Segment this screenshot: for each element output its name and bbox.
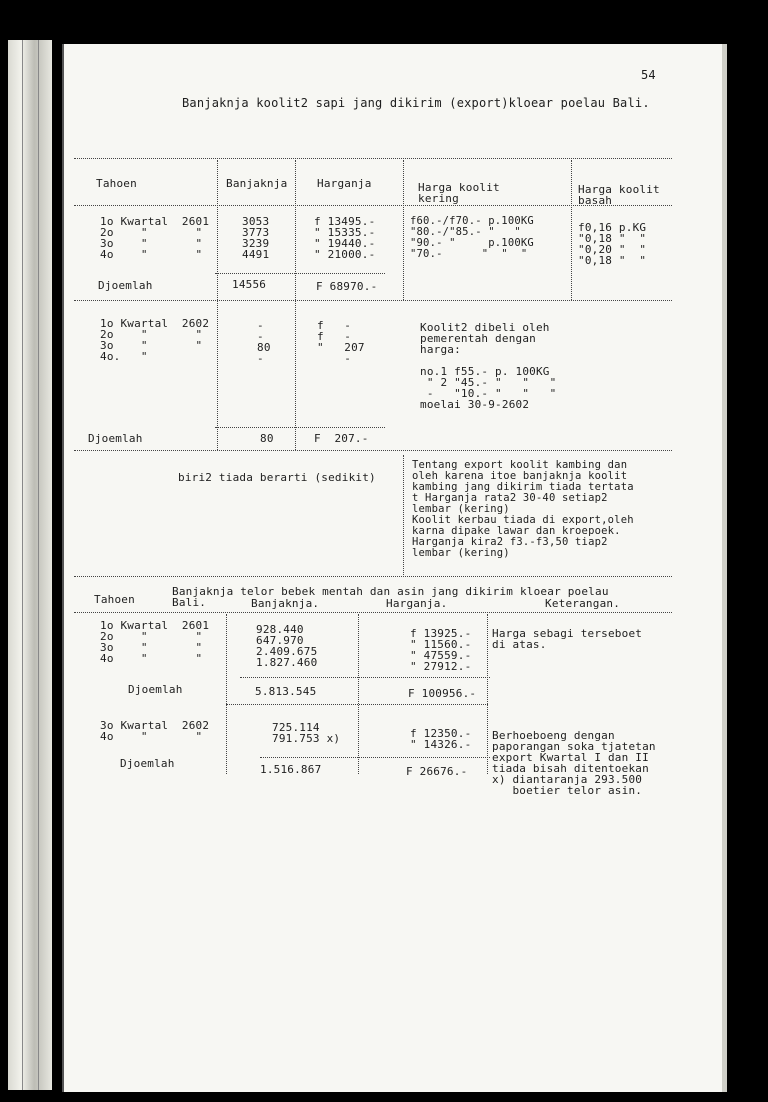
table2-col-divider-2 bbox=[358, 614, 359, 774]
t1-2601-djoemlah-banjak: 14556 bbox=[232, 278, 267, 291]
t1-2601-banjak: 3053 3773 3239 4491 bbox=[242, 215, 270, 261]
header-tahoen: Tahoen bbox=[96, 177, 137, 190]
header-harganja: Harganja bbox=[317, 177, 372, 190]
table2-col-divider-1 bbox=[226, 614, 227, 774]
t1-2602-djoemlah-label: Djoemlah bbox=[88, 432, 143, 445]
table1-top-rule bbox=[74, 158, 672, 159]
t2-2602-djoemlah-banjak: 1.516.867 bbox=[260, 763, 322, 776]
t2-header-banjaknja: Banjaknja. bbox=[251, 597, 320, 610]
table2-col-divider-3 bbox=[487, 614, 488, 774]
t1-2602-djoemlah-harga: F 207.- bbox=[314, 432, 369, 445]
t2-2602-banjak: 725.114 791.753 x) bbox=[272, 721, 341, 745]
table1-col-divider-3 bbox=[403, 160, 404, 300]
t1-2602-periods: 1o Kwartal 2602 2o " " 3o " " 4o. " bbox=[100, 317, 210, 363]
t2-mid-rule bbox=[226, 704, 488, 705]
table1-bottom-rule bbox=[74, 450, 672, 451]
table1-col-divider-2 bbox=[295, 160, 296, 450]
t2-2601-note: Harga sebagi terseboet di atas. bbox=[492, 627, 643, 651]
t2-2601-banjak: 928.440 647.970 2.409.675 1.827.460 bbox=[256, 623, 318, 669]
table1-col-divider-4 bbox=[571, 160, 572, 300]
t2-header-keterangan: Keterangan. bbox=[545, 597, 621, 610]
page-title: Banjaknja koolit2 sapi jang dikirim (export)kloear poelau Bali. bbox=[182, 96, 650, 110]
t2-2602-total-rule bbox=[260, 757, 490, 758]
header-harga-basah: Harga koolit basah bbox=[578, 183, 660, 207]
t1-2602-note: Koolit2 dibeli oleh pemerentah dengan harga: no.1 f55.- p. 100KG " 2 "45.- " " " - "10.- " " " moelai 30-9-2602 bbox=[420, 321, 557, 411]
table2-title: Banjaknja telor bebek mentah dan asin jang dikirim kloear poelau Bali. bbox=[172, 585, 609, 609]
table2-header-rule bbox=[74, 612, 672, 613]
t2-2601-total-rule bbox=[240, 677, 490, 678]
kambing-divider bbox=[403, 455, 404, 575]
table1-col-divider-1 bbox=[217, 160, 218, 450]
t2-2601-harga: f 13925.- " 11560.- " 47559.- " 27912.- bbox=[410, 627, 472, 673]
t2-2601-periods: 1o Kwartal 2601 2o " " 3o " " 4o " " bbox=[100, 619, 210, 665]
t2-2601-djoemlah-label: Djoemlah bbox=[128, 683, 183, 696]
t1-2601-djoemlah-harga: F 68970.- bbox=[316, 280, 378, 293]
t1-2602-banjak: - - 80 - bbox=[257, 319, 271, 365]
t1-2601-djoemlah-label: Djoemlah bbox=[98, 279, 153, 292]
table1-total2-rule bbox=[215, 427, 385, 428]
t1-2602-djoemlah-banjak: 80 bbox=[260, 432, 274, 445]
header-harga-kering: Harga koolit kering bbox=[418, 181, 500, 205]
page-number: 54 bbox=[641, 68, 656, 82]
kambing-left-note: biri2 tiada berarti (sedikit) bbox=[178, 471, 376, 484]
table1-section-rule bbox=[74, 300, 672, 301]
kambing-right-note: Tentang export koolit kambing dan oleh karena itoe banjaknja koolit kambing jang dikirim tiada tertata t Harganja rata2 30-40 setiap2 lembar (kering) Koolit kerbau tiada di export,oleh karna dipake lawar dan kroepoek. Harganja kira2 f3.-f3,50 tiap2 lembar (kering) bbox=[412, 459, 634, 559]
t1-2601-periods: 1o Kwartal 2601 2o " " 3o " " 4o " " bbox=[100, 215, 210, 261]
t2-2601-djoemlah-banjak: 5.813.545 bbox=[255, 685, 317, 698]
t1-2601-basah: f0,16 p.KG "0,18 " " "0,20 " " "0,18 " " bbox=[578, 221, 647, 267]
t1-2601-kering: f60.-/f70.- p.100KG "80.-/"85.- " " "90.- " p.100KG "70.- " " " bbox=[410, 215, 534, 260]
table1-total-rule bbox=[215, 273, 385, 274]
page-edge bbox=[722, 44, 727, 1092]
t2-header-harganja: Harganja. bbox=[386, 597, 448, 610]
section-rule bbox=[74, 576, 672, 577]
t1-2601-harga: f 13495.- " 15335.- " 19440.- " 21000.- bbox=[314, 215, 376, 261]
t2-header-tahoen: Tahoen bbox=[94, 593, 135, 606]
t2-2602-harga: f 12350.- " 14326.- bbox=[410, 727, 472, 751]
t2-2601-djoemlah-harga: F 100956.- bbox=[408, 687, 477, 700]
t2-2602-djoemlah-label: Djoemlah bbox=[120, 757, 175, 770]
header-banjaknja: Banjaknja bbox=[226, 177, 288, 190]
t2-2602-djoemlah-harga: F 26676.- bbox=[406, 765, 468, 778]
book-binding-strip bbox=[8, 40, 52, 1090]
t2-2602-periods: 3o Kwartal 2602 4o " " bbox=[100, 719, 210, 743]
t2-2602-note: Berhoeboeng dengan paporangan soka tjatetan export Kwartal I dan II tiada bisah ditentoekan x) diantaranja 293.500 boetier telor asin. bbox=[492, 729, 656, 797]
t1-2602-harga: f - f - " 207 - bbox=[317, 319, 365, 365]
